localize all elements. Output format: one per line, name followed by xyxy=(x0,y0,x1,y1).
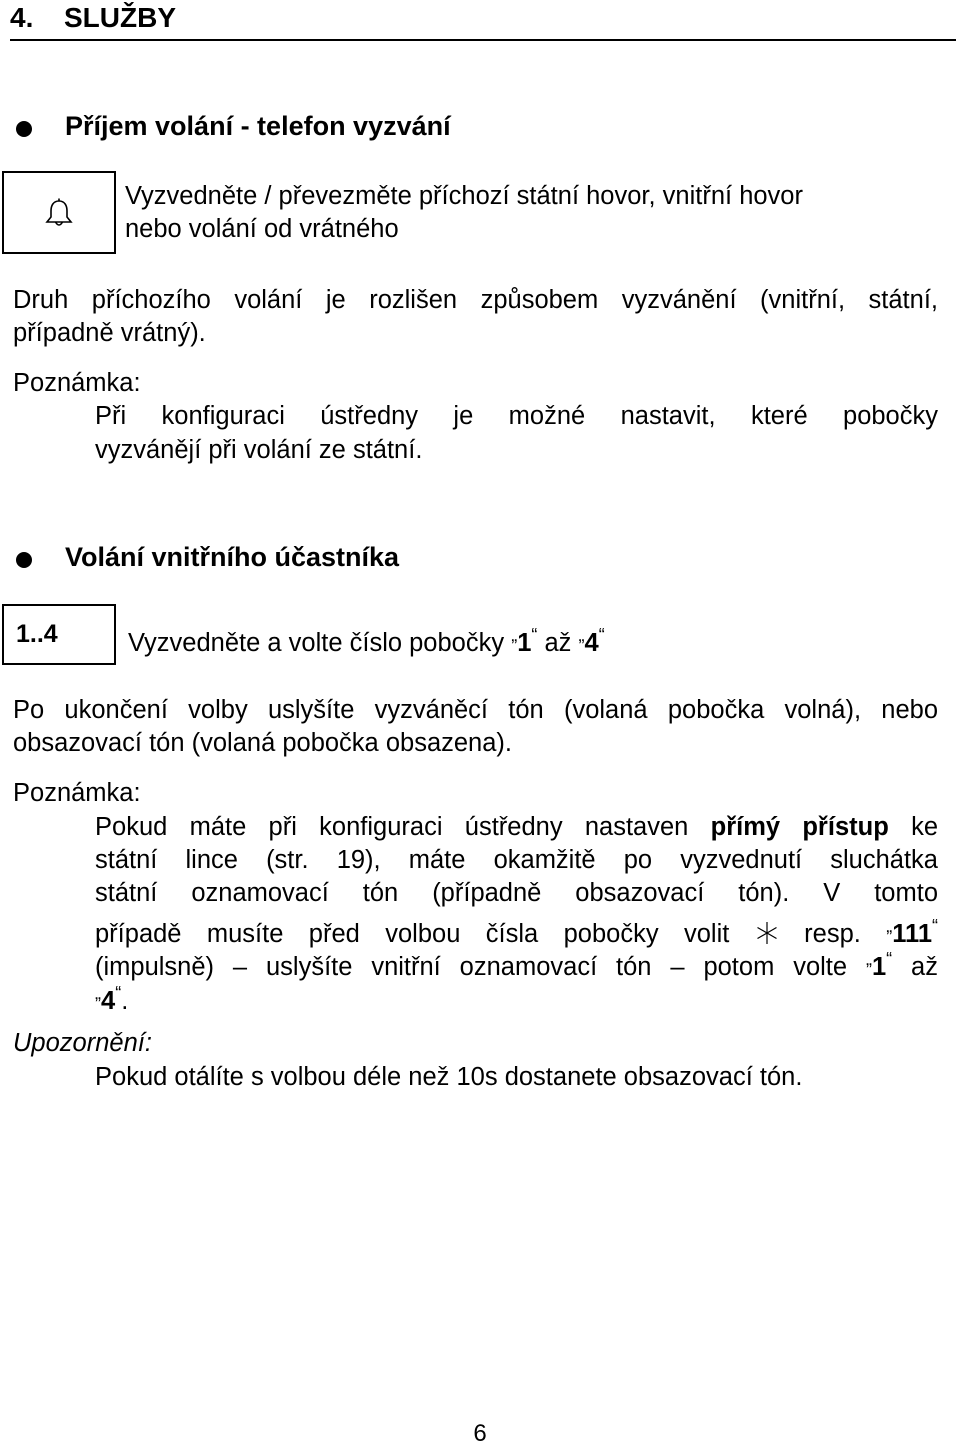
note-line: (impulsně) – uslyšíte vnitřní oznamovací tón – potom volte „1“ až xyxy=(95,949,938,981)
paragraph-line: obsazovací tón (volaná pobočka obsazena). xyxy=(13,729,512,757)
note-line: Při konfiguraci ústředny je možné nastavit, které pobočky xyxy=(95,402,938,430)
star-key-icon xyxy=(755,921,779,945)
warning-text: Pokud otálíte s volbou déle než 10s dostanete obsazovací tón. xyxy=(95,1063,803,1091)
note-line: vyzvánějí při volání ze státní. xyxy=(95,436,423,464)
note-label: Poznámka: xyxy=(13,779,141,807)
section-heading-incoming-call: Příjem volání - telefon vyzvání xyxy=(65,111,451,141)
note-line: státní lince (str. 19), máte okamžitě po vyzvednutí sluchátka xyxy=(95,846,938,874)
action-line-2: nebo volání od vrátného xyxy=(125,215,399,243)
action-connector: až xyxy=(544,629,572,657)
bell-icon xyxy=(44,197,74,229)
section-heading-internal-call: Volání vnitřního účastníka xyxy=(65,542,400,572)
chapter-number: 4. xyxy=(10,2,34,33)
note-line: případě musíte před volbou čísla pobočky volit resp. „111“ xyxy=(95,916,938,948)
note-label: Poznámka: xyxy=(13,369,141,397)
action-number: 4 xyxy=(584,629,599,657)
ringing-key-box xyxy=(2,171,116,254)
note-line: Pokud máte při konfiguraci ústředny nastaven přímý přístup ke xyxy=(95,813,938,841)
section-bullet xyxy=(16,552,32,568)
page-number: 6 xyxy=(473,1420,487,1447)
paragraph-line: Druh příchozího volání je rozlišen způsobem vyzvánění (vnitřní, státní, xyxy=(13,286,938,314)
digit-key-box xyxy=(2,604,116,665)
chapter-title xyxy=(10,2,176,34)
action-number: 1 xyxy=(517,629,532,657)
section-bullet xyxy=(16,121,32,137)
digit-key-label: 1..4 xyxy=(16,620,58,648)
note-line: státní oznamovací tón (případně obsazovací tón). V tomto xyxy=(95,879,938,907)
paragraph-line: Po ukončení volby uslyšíte vyzváněcí tón (volaná pobočka volná), nebo xyxy=(13,696,938,724)
action-line-1: Vyzvedněte / převezměte příchozí státní hovor, vnitřní hovor xyxy=(125,182,803,210)
internal-call-action: Vyzvedněte a volte číslo pobočky „1“ až „4“ xyxy=(128,625,605,657)
chapter-title-text: SLUŽBY xyxy=(64,2,176,33)
action-text: Vyzvedněte a volte číslo pobočky xyxy=(128,629,505,657)
paragraph-line: případně vrátný). xyxy=(13,319,206,347)
header-rule xyxy=(10,39,956,41)
code-111: 111 xyxy=(892,920,932,948)
emphasis-direct-access: přímý přístup xyxy=(710,813,889,841)
note-line: „4“. xyxy=(95,983,129,1015)
warning-label: Upozornění: xyxy=(13,1029,152,1057)
